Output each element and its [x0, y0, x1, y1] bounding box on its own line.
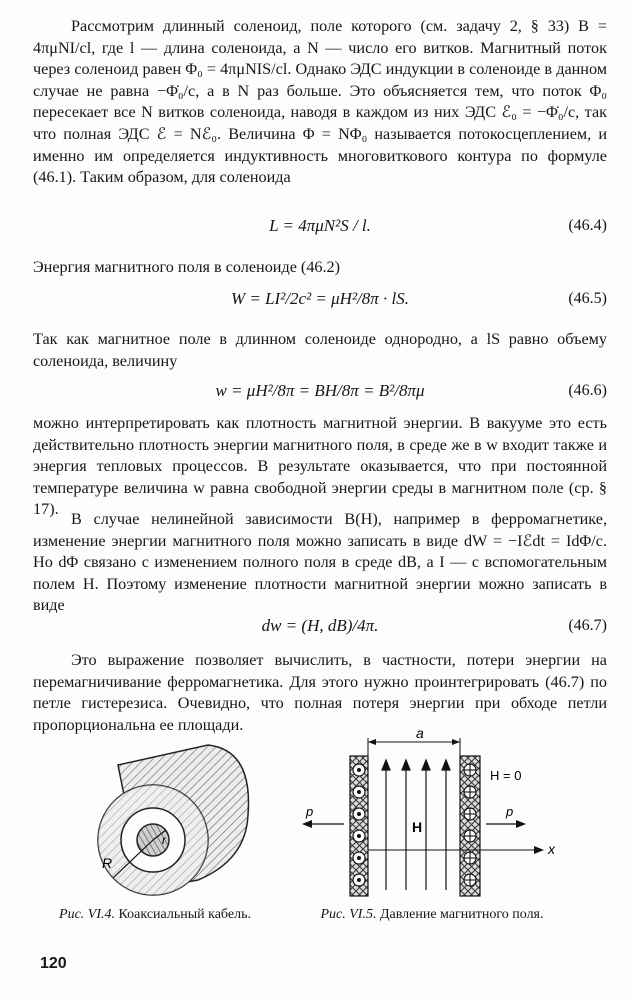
figure-caption: Коаксиальный кабель. [118, 907, 251, 922]
label-x-axis: x [548, 841, 555, 857]
caption-fig-vi-5 [302, 906, 562, 923]
paragraph-uniform-field: Так как магнитное поле в длинном соленоиде однородно, а lS равно объему соленоида, величину [33, 330, 607, 370]
equation-46-7 [33, 608, 607, 644]
paragraph-nonlinear: В случае нелинейной зависимости B(H), например в ферромагнетике, изменение энергии магнитного поля можно записать в виде dW = −Iℰdt = IdΦ/c. Но dΦ связано с изменением полного поля в среде dB, а I — с вспомогательным полем H. Поэтому изменение плотности магнитной энергии можно записать в виде [33, 510, 607, 615]
label-big-radius: R [102, 855, 113, 871]
figure-label: Рис. VI.5. [320, 907, 377, 922]
equation-formula: W = LI²/2c² = μH²/8π · lS. [230, 289, 410, 308]
figure-coaxial-cable [78, 740, 258, 900]
equation-formula: L = 4πμN²S / l. [269, 216, 371, 235]
paragraph-hysteresis: Это выражение позволяет вычислить, в частности, потери энергии на перемагничивание ферромагнетика. Для этого нужно проинтегрировать (46.7) по петле гистерезиса. Очевидно, что полная потеря энергии при обходе петли пропорциональна ее площади. [33, 651, 607, 734]
equation-formula: w = μH²/8π = BH/8π = B²/8πμ [215, 381, 425, 400]
equation-number: (46.7) [568, 617, 607, 634]
paragraph-energy-density: можно интерпретировать как плотность магнитной энергии. В вакууме это есть действительно плотность энергии магнитного поля, в среде же в w входит также и энергия тепловых процессов. В результате оказывается, что при постоянной температуре величина w равна свободной энергии среды в магнитном поле (ср. § 17). [33, 414, 607, 519]
page-number: 120 [40, 955, 67, 972]
equation-number: (46.5) [568, 290, 607, 307]
label-pressure-right: p [506, 804, 514, 819]
caption-fig-vi-4 [40, 906, 270, 923]
label-small-radius: r [162, 833, 166, 847]
figure-caption: Давление магнитного поля. [379, 907, 544, 922]
figure-label: Рис. VI.4. [59, 907, 116, 922]
equation-number: (46.4) [568, 217, 607, 234]
label-pressure-left: p [306, 804, 314, 819]
equation-46-6 [33, 373, 607, 409]
figure-field-pressure [300, 730, 570, 905]
label-field-h: H [412, 819, 423, 835]
paragraph-solenoid: Рассмотрим длинный соленоид, поле которого (см. задачу 2, § 33) B = 4πμNI/cl, где l — длина соленоида, а N — число его витков. Магнитный поток через соленоид равен Φ₀ = 4πμNIS/cl. Однако ЭДС индукции в соленоиде в данном случае не равна −Φ̇₀/c, а в N раз больше. Это объясняется тем, что поток Φ₀ пересекает все N витков соленоида, наводя в каждом из них ЭДС ℰ₀ = −Φ̇₀/c, так что полная ЭДС ℰ = Nℰ₀. Величина Φ = NΦ₀ называется потокосцеплением, и именно им определяется индуктивность многовиткового контура по формуле (46.1). Таким образом, для соленоида [33, 17, 607, 187]
label-width: a [416, 730, 424, 741]
equation-46-5 [33, 281, 607, 317]
paragraph-energy: Энергия магнитного поля в соленоиде (46.2) [33, 258, 341, 276]
equation-number: (46.6) [568, 382, 607, 399]
equation-46-4 [33, 208, 607, 244]
equation-formula: dw = (H, dB)/4π. [261, 616, 379, 635]
label-outside-field: H = 0 [490, 768, 522, 783]
